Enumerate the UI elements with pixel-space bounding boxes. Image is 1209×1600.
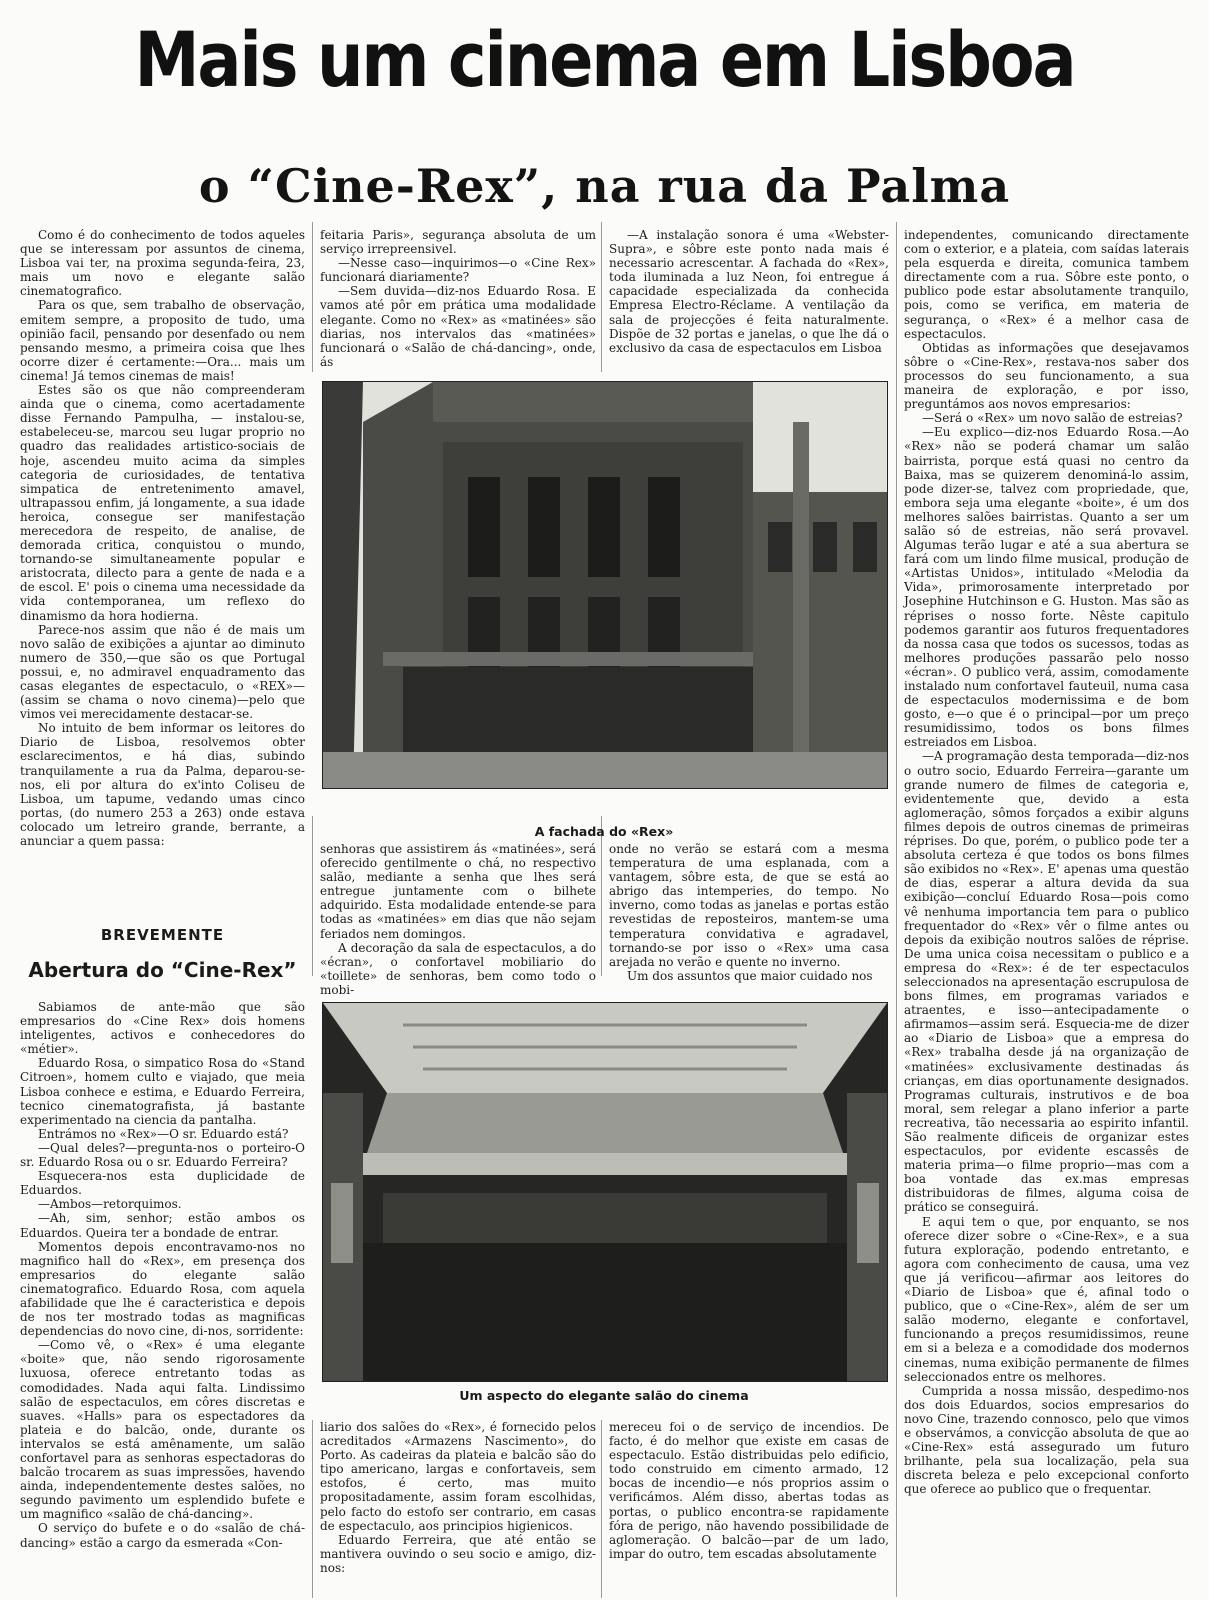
paragraph: —Nesse caso—inquirimos—o «Cine Rex» funcionará diariamente?: [320, 256, 596, 285]
paragraph: Estes são os que não compreenderam ainda que o cinema, como acertadamente disse Fernando Pampulha, — instalou-se, estabeleceu-se, marcou seu lugar proprio no quadro das realidades artistico-sociais de hoje, ascendeu muito acima da simples categoria de curiosidades, de tentativa simpatica de entretenimento amavel, ultrapassou enfim, já longamente, a sua idade heroica, consegue ser manifestação merecedora de respeito, de analise, de demorada critica, conquistou o mundo, tornando-se simultaneamente popular e aristocrata, dilecto para a gente de nada e a de escol. E' pois o cinema uma necessidade da vida contemporanea, um reflexo do dinamismo da hora hodierna.: [20, 383, 305, 623]
column-2-mid: [320, 842, 596, 997]
column-rule: [601, 816, 602, 976]
paragraph: —Eu explico—diz-nos Eduardo Rosa.—Ao «Rex» não se poderá chamar um salão bairrista, porque está quasi no centro da Baixa, mas se quizerem denominá-lo assim, pode dizer-se, talvez com propriedade, que, embora seja uma elegante «boite», é um dos melhores salões bairristas. Quanto a ser um salão só de estreias, não será provavel. Algumas terão lugar e até a sua abertura se fará com um lindo filme musical, produção de «Artistas Unidos», intitulado «Melodia da Vida», primorosamente interpretado por Josephine Hutchinson e G. Huston. Mas são as réprises o nosso forte. Nêste capitulo podemos garantir aos futuros frequentadores da nossa casa que todos os sucessos, todas as melhores produções passarão pelo nosso «écran». O publico verá, assim, comodamente instalado num confortavel fauteuil, numa casa de espectaculos modernissima e de bom gosto, e—o que é o principal—por um preço resumidissimo, todos os bons filmes estreiados em Lisboa.: [904, 425, 1189, 750]
column-3-top: [609, 228, 889, 374]
interior-image: [323, 1003, 887, 1381]
paragraph: —Qual deles?—pregunta-nos o porteiro-O sr. Eduardo Rosa ou o sr. Eduardo Ferreira?: [20, 1140, 305, 1170]
paragraph: Como é do conhecimento de todos aqueles que se interessam por assuntos de cinema, Lisboa vai ter, na proxima segunda-feira, 23, mais um novo e elegante salão cinematografico.: [20, 228, 305, 299]
facade-photo: [322, 381, 888, 789]
paragraph: Cumprida a nossa missão, despedimo-nos dos dois Eduardos, socios empresarios do novo Cine, trazendo connosco, pelo que vimos e observámos, a convicção absoluta de que ao «Cine-Rex» está assegurado um futuro brilhante, pela sua localização, pela sua discreta beleza e pelo excepcional conforto que oferece ao publico que o frequentar.: [904, 1383, 1189, 1497]
paragraph: Eduardo Ferreira, que até então se mantivera ouvindo o seu socio e amigo, diz-nos:: [320, 1532, 596, 1575]
column-rule: [896, 222, 897, 1597]
paragraph: feitaria Paris», segurança absoluta de um serviço irrepreensivel.: [320, 228, 596, 257]
paragraph: —A programação desta temporada—diz-nos o outro socio, Eduardo Ferreira—garante um grande numero de filmes de categoria e, evidentemente que, devido a esta aglomeração, sômos forçados a exibir alguns filmes depois de outros cinemas de primeiras réprises. Do que, porém, o publico pode ter a absoluta certeza é que todos os bons filmes são exibidos no «Rex». E' apenas uma questão de dias, esperar a altura devida da sua exibição—concluí Eduardo Rosa—pois como vê nenhuma importancia tem para o publico frequentador do «Rex» vêr o filme antes ou depois da exibição noutros salões de réprise. De uma unica coisa necessitam o publico e a empresa do «Rex»: é de ter espectaculos seleccionados na apresentação escrupulosa de bons filmes, em programas variados e atraentes, e isso—antecipadamente o afirmamos—assim será. Esquecia-me de dizer ao «Diario de Lisboa» que a empresa do «Rex» trabalha desde já na organização de «matinées» exclusivamente destinadas ás crianças, em dias oportunamente designados. Programas culturais, instrutivos e de boa moral, sem relegar a plano inferior a parte recreativa, tão necessaria ao espirito infantil. São realmente dificeis de organizar estes espectaculos, por evidente escassês de materia prima—o filme proprio—mas com a boa vontade das ex.mas empresas distribuidoras de filmes, alguma coisa de prático se conseguirá.: [904, 749, 1189, 1215]
paragraph: Momentos depois encontravamo-nos no magnifico hall do «Rex», em presença dos empresarios do elegante salão cinematografico. Eduardo Rosa, com aquela afabilidade que lhe é caracteristica e depois de nos ter mostrado todas as magnificas dependencias do novo cine, di-nos, sorridente:: [20, 1239, 305, 1339]
paragraph: —Como vê, o «Rex» é uma elegante «boite» que, não sendo rigorosamente luxuosa, oferece entretanto todas as comodidades. Nada aqui falta. Lindissimo salão de espectaculos, em côres discretas e suaves. «Halls» para os espectadores da plateia e do balcão, onde, durante os intervalos se está amênamente, um salão confortavel para as senhoras espectadoras do balcão trocarem as suas impressões, havendo ainda, independentemente destes salões, no segundo pavimento um esplendido bufete e um magnifico «salão de chá-dancing».: [20, 1338, 305, 1522]
abertura-heading: Abertura do “Cine-Rex”: [28, 958, 297, 982]
headline: Mais um cinema em Lisboa: [134, 15, 1075, 104]
paragraph: —Ah, sim, senhor; estão ambos os Eduardos. Queira ter a bondade de entrar.: [20, 1211, 305, 1240]
paragraph: liario dos salões do «Rex», é fornecido pelos acreditados «Armazens Nascimento», do Porto. As cadeiras da plateia e balcão são do tipo americano, largas e confortaveis, sem estofos, é certo, mas muito propositadamente, assim foram escolhidas, pelo facto do estofo ser contrario, em casas de espectaculo, aos principios higienicos.: [320, 1420, 596, 1533]
paragraph: onde no verão se estará com a mesma temperatura de uma esplanada, com a vantagem, sôbre esta, de que se está ao abrigo das intemperies, do tempo. No inverno, como todas as janelas e portas estão revestidas de reposteiros, mantem-se uma temperatura convidativa e agradavel, tornando-se por isso o «Rex» uma casa arejada no verão e quente no inverno.: [609, 842, 889, 969]
paragraph: No intuito de bem informar os leitores do Diario de Lisboa, resolvemos obter esclarecimentos, e há dias, subindo tranquilamente a rua da Palma, deparou-se-nos, eli por altura do ex'into Coliseu de Lisboa, um tapume, vedando umas cinco portas, (do numero 253 a 263) onde estava colocado um letreiro grande, berrante, a anunciar a quem passa:: [20, 721, 305, 849]
paragraph: Parece-nos assim que não é de mais um novo salão de exibições a ajuntar ao diminuto numero de 350,—que são os que Portugal possui, e, no admiravel enquadramento das casas elegantes de espectaculo, o «REX»—(assim se chama o novo cinema)—pelo que vimos vei merecidamente destacar-se.: [20, 622, 305, 722]
column-rule: [601, 1420, 602, 1598]
paragraph: —Será o «Rex» um novo salão de estreias?: [922, 411, 1183, 426]
paragraph: —Ambos—retorquimos.: [38, 1197, 182, 1212]
paragraph: O serviço do bufete e o do «salão de chá-dancing» estão a cargo da esmerada «Con-: [20, 1521, 305, 1550]
column-rule: [312, 1420, 313, 1598]
brevemente-heading: BREVEMENTE: [100, 926, 225, 944]
paragraph: senhoras que assistirem ás «matinées», será oferecido gentilmente o chá, no respectivo salão, mediante a senha que lhes será entregue juntamente com o bilhete adquirido. Esta modalidade entende-se para todas as «matinées» em dias que não sejam feriados nem domingos.: [320, 842, 596, 941]
paragraph: Esquecera-nos esta duplicidade de Eduardos.: [20, 1169, 305, 1198]
paragraph: A decoração da sala de espectaculos, a do «écran», o confortavel mobiliario do «toillete» de senhoras, bem como todo o mobi-: [320, 940, 596, 997]
column-1-top: [20, 228, 305, 908]
column-4: [904, 228, 1189, 1598]
column-rule: [601, 222, 602, 372]
column-3-bottom: [609, 1420, 889, 1596]
paragraph: independentes, comunicando directamente com o exterior, e a plateia, com saídas laterais pela esquerda e direita, comunica tambem directamente com a rua. Sôbre este ponto, o publico pode estar absolutamente tranquilo, pois, como se verifica, em materia de segurança, o «Rex» é a melhor casa de espectaculos.: [904, 228, 1189, 341]
facade-image: [323, 382, 887, 788]
paragraph: Obtidas as informações que desejavamos sôbre o «Cine-Rex», restava-nos saber dos processos do seu funcionamento, a sua maneira de exploração, e por isso, preguntámos aos novos empresarios:: [904, 340, 1189, 412]
column-1-bottom: [20, 1000, 305, 1596]
paragraph: —Sem duvida—diz-nos Eduardo Rosa. E vamos até pôr em prática uma modalidade elegante. Como no «Rex» as «matinées» são diarias, nos intervalos das «matinées» funcionará o «Salão de chá-dancing», onde, ás: [320, 284, 596, 369]
interior-caption: Um aspecto do elegante salão do cinema: [459, 1388, 749, 1403]
interior-photo: [322, 1002, 888, 1382]
column-rule: [312, 222, 313, 372]
paragraph: Entrámos no «Rex»—O sr. Eduardo está?: [38, 1126, 289, 1141]
paragraph: Sabiamos de ante-mão que são empresarios do «Cine Rex» dois homens inteligentes, activos e conhecedores do «métier».: [20, 1000, 305, 1057]
paragraph: E aqui tem o que, por enquanto, se nos oferece dizer sobre o «Cine-Rex», e a sua futura exploração, podendo entretanto, e agora com conhecimento de causa, uma vez que já verificou—afirmar aos leitores do «Diario de Lisboa» que é, afinal todo o publico, que o «Cine-Rex», além de ser um salão moderno, elegante e confortavel, funcionando a preços resumidissimos, reune em si a beleza e a comodidade dos modernos cinemas, numa exibição permanente de filmes seleccionados entre os melhores.: [904, 1214, 1189, 1384]
column-rule: [312, 816, 313, 976]
column-3-mid: [609, 842, 889, 983]
column-2-top: [320, 228, 596, 374]
subheadline: o “Cine-Rex”, na rua da Palma: [198, 159, 1011, 213]
paragraph: Para os que, sem trabalho de observação, emitem sempre, a proposito de tudo, uma opinião facil, pensando por desenfado ou nem pensando mesmo, a primeira coisa que lhes ocorre dizer é certamente:—Ora... mais um cinema! Já temos cinemas de mais!: [20, 298, 305, 383]
column-2-bottom: [320, 1420, 596, 1596]
paragraph: Um dos assuntos que maior cuidado nos: [627, 968, 873, 983]
facade-caption: A fachada do «Rex»: [534, 824, 674, 839]
paragraph: mereceu foi o de serviço de incendios. De facto, é do melhor que existe em casas de espectaculo. Estão distribuidas pelo edificio, todo construido em cimento armado, 12 bocas de incendio—e nós proprios assim o verificámos. Além disso, abertas todas as portas, o publico encontra-se rapidamente fóra de perigo, não havendo possibilidade de aglomeração. O balcão—par de um lado, impar do outro, tem escadas absolutamente: [609, 1420, 889, 1561]
paragraph: Eduardo Rosa, o simpatico Rosa do «Stand Citroen», homem culto e viajado, que meia Lisboa conhece e estima, e Eduardo Ferreira, tecnico cinematografista, já bastante experimentado na ciencia da pantalha.: [20, 1056, 305, 1127]
paragraph: —A instalação sonora é uma «Webster-Supra», e sôbre este ponto nada mais é necessario acrescentar. A fachada do «Rex», toda iluminada a luz Neon, foi entregue á capacidade especializada da conhecida Empresa Electro-Réclame. A ventilação da sala de projecções é feita naturalmente. Dispõe de 32 portas e janelas, o que lhe dá o exclusivo da casa de espectaculos em Lisboa: [609, 228, 889, 355]
